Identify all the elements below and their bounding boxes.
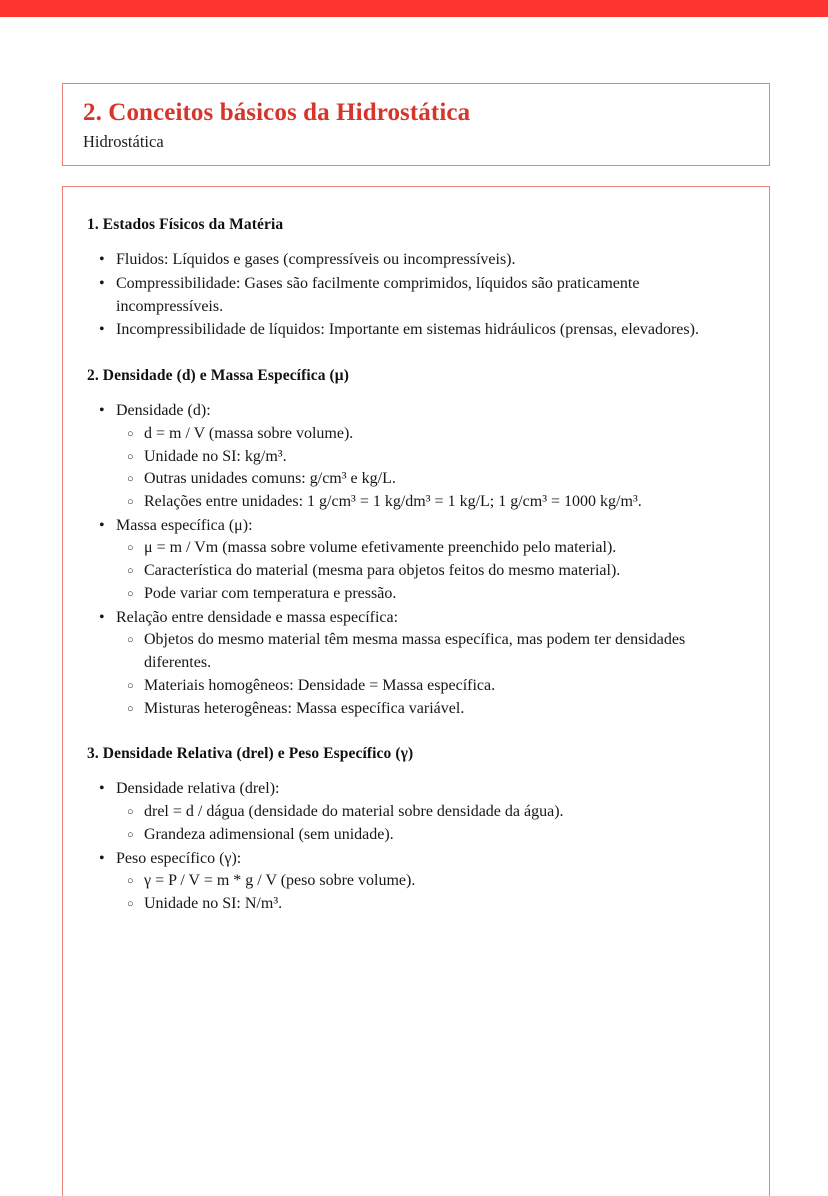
bullet-list [87,400,743,720]
sub-bullet-list [116,629,743,720]
list-item-text: Relação entre densidade e massa específica: [116,608,399,626]
sub-list-item [116,629,743,674]
circle-bullet-marker-icon: ○ [127,565,134,578]
document-page [0,17,828,1171]
sub-list-item-text: Relações entre unidades: 1 g/cm³ = 1 kg/dm³ = 1 kg/L; 1 g/cm³ = 1000 kg/m³. [144,493,642,511]
sub-list-item [116,537,743,560]
sub-list-item [116,583,743,606]
sub-list-item-text: d = m / V (massa sobre volume). [144,424,354,442]
list-item-text: Fluidos: Líquidos e gases (compressíveis ou incompressíveis). [116,251,516,269]
sub-list-item-text: Unidade no SI: N/m³. [144,894,283,912]
list-item [87,400,743,514]
circle-bullet-marker-icon: ○ [127,542,134,555]
sub-bullet-list [116,870,743,915]
sub-list-item [116,893,743,916]
sub-list-item [116,824,743,847]
list-item [87,607,743,721]
circle-bullet-marker-icon: ○ [127,806,134,819]
list-item-text: Densidade (d): [116,402,211,420]
sections-container [87,215,743,916]
sub-list-item [116,698,743,721]
list-item [87,848,743,916]
bullet-marker-icon: • [99,402,105,420]
circle-bullet-marker-icon: ○ [127,634,134,647]
top-accent-bar [0,0,828,17]
sub-list-item [116,446,743,469]
sub-list-item-text: Outras unidades comuns: g/cm³ e kg/L. [144,470,396,488]
section [87,215,743,342]
bullet-marker-icon: • [99,849,105,867]
sub-list-item [116,801,743,824]
circle-bullet-marker-icon: ○ [127,587,134,600]
sub-list-item-text: drel = d / dágua (densidade do material sobre densidade da água). [144,803,564,821]
bullet-marker-icon: • [99,274,105,292]
sub-bullet-list [116,423,743,514]
bullet-list [87,249,743,342]
sub-list-item [116,468,743,491]
page-subtitle: Hidrostática [83,131,164,151]
list-item-text: Massa específica (μ): [116,516,253,534]
section-heading: 3. Densidade Relativa (drel) e Peso Específico (γ) [87,745,414,763]
bullet-list [87,778,743,915]
sub-list-item [116,675,743,698]
sub-bullet-list [116,537,743,605]
list-item-text: Peso específico (γ): [116,849,242,867]
section [87,744,743,915]
list-item-text: Compressibilidade: Gases são facilmente comprimidos, líquidos são praticamente incompressíveis. [116,274,640,315]
sub-list-item-text: Característica do material (mesma para objetos feitos do mesmo material). [144,562,621,580]
circle-bullet-marker-icon: ○ [127,897,134,910]
list-item [87,515,743,606]
bullet-marker-icon: • [99,608,105,626]
sub-list-item-text: Pode variar com temperatura e pressão. [144,584,397,602]
list-item [87,778,743,846]
sub-bullet-list [116,801,743,846]
circle-bullet-marker-icon: ○ [127,450,134,463]
list-item [87,319,743,342]
circle-bullet-marker-icon: ○ [127,828,134,841]
list-item [87,273,743,318]
section [87,366,743,720]
bullet-marker-icon: • [99,516,105,534]
section-heading: 2. Densidade (d) e Massa Específica (μ) [87,367,349,385]
sub-list-item-text: γ = P / V = m * g / V (peso sobre volume). [144,872,416,890]
sub-list-item [116,560,743,583]
document-body-card [62,186,770,1196]
circle-bullet-marker-icon: ○ [127,702,134,715]
circle-bullet-marker-icon: ○ [127,496,134,509]
circle-bullet-marker-icon: ○ [127,473,134,486]
circle-bullet-marker-icon: ○ [127,427,134,440]
bullet-marker-icon: • [99,321,105,339]
sub-list-item-text: Misturas heterogêneas: Massa específica variável. [144,699,465,717]
section-heading: 1. Estados Físicos da Matéria [87,216,284,233]
list-item-text: Densidade relativa (drel): [116,780,280,798]
sub-list-item-text: μ = m / Vm (massa sobre volume efetivamente preenchido pelo material). [144,539,617,557]
bullet-marker-icon: • [99,780,105,798]
sub-list-item [116,423,743,446]
list-item [87,249,743,272]
circle-bullet-marker-icon: ○ [127,875,134,888]
sub-list-item-text: Grandeza adimensional (sem unidade). [144,825,394,843]
sub-list-item-text: Unidade no SI: kg/m³. [144,447,287,465]
page-title: 2. Conceitos básicos da Hidrostática [83,99,471,126]
sub-list-item-text: Objetos do mesmo material têm mesma massa específica, mas podem ter densidades diferentes. [144,631,686,672]
list-item-text: Incompressibilidade de líquidos: Importante em sistemas hidráulicos (prensas, elevadores). [116,321,699,339]
sub-list-item [116,870,743,893]
circle-bullet-marker-icon: ○ [127,679,134,692]
bullet-marker-icon: • [99,251,105,269]
sub-list-item [116,491,743,514]
sub-list-item-text: Materiais homogêneos: Densidade = Massa específica. [144,676,496,694]
document-header-card [62,83,770,166]
